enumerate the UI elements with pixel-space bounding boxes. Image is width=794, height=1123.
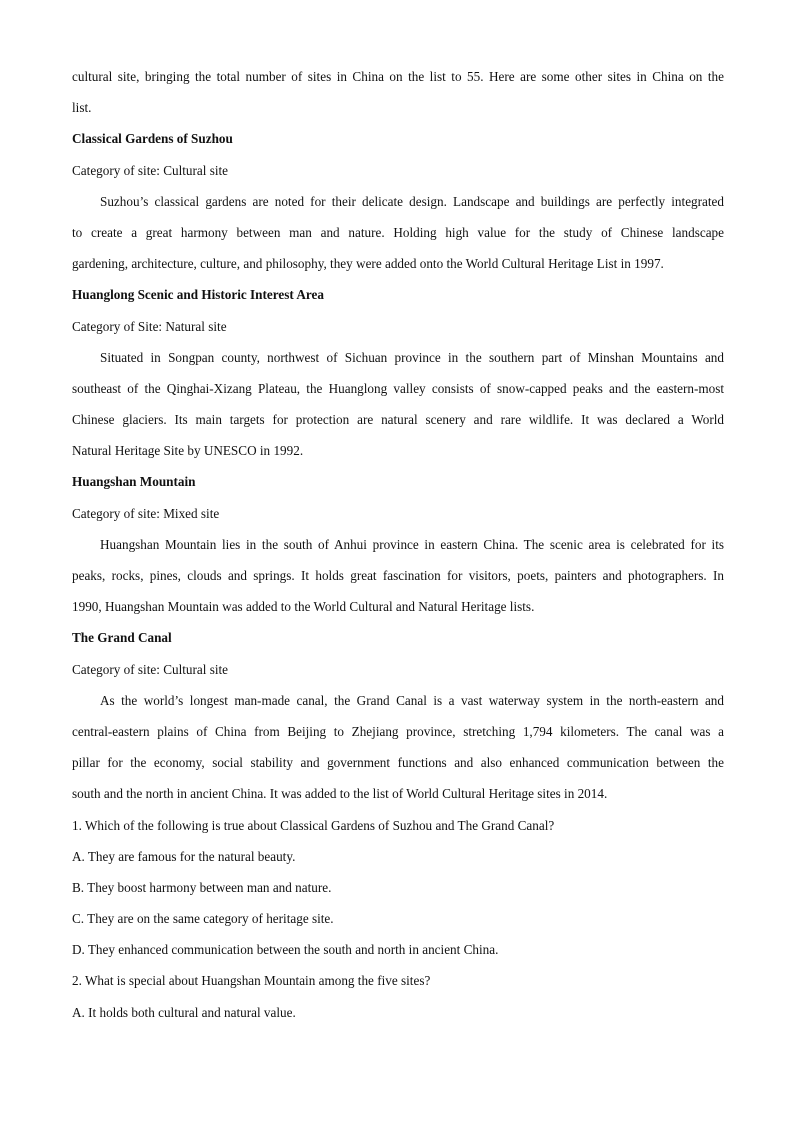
site-paragraph-line: Situated in Songpan county, northwest of Sichuan province in the southern part of Minshan Mountains and	[100, 349, 724, 365]
site-paragraph-line: gardening, architecture, culture, and philosophy, they were added onto the World Cultural Heritage List in 1997.	[72, 256, 664, 272]
site-paragraph-line: to create a great harmony between man and nature. Holding high value for the study of Chinese landscape	[72, 224, 724, 240]
site-category: Category of site: Mixed site	[72, 505, 220, 521]
site-heading: Huanglong Scenic and Historic Interest Area	[72, 287, 324, 303]
site-paragraph-line: southeast of the Qinghai-Xizang Plateau, the Huanglong valley consists of snow-capped peaks and the eastern-most	[72, 380, 724, 396]
site-paragraph-line: peaks, rocks, pines, clouds and springs. It holds great fascination for visitors, poets, painters and photographers. In	[72, 568, 724, 583]
site-heading: Huangshan Mountain	[72, 474, 196, 490]
question-text: 1. Which of the following is true about Classical Gardens of Suzhou and The Grand Canal?	[72, 817, 555, 833]
site-category: Category of Site: Natural site	[72, 318, 227, 334]
site-paragraph-line: Chinese glaciers. Its main targets for protection are natural scenery and rare wildlife. It was declared a World	[72, 412, 724, 428]
site-paragraph-line: As the world’s longest man-made canal, the Grand Canal is a vast waterway system in the north-eastern and	[100, 692, 724, 708]
site-heading: Classical Gardens of Suzhou	[72, 131, 233, 147]
site-paragraph-line: central-eastern plains of China from Beijing to Zhejiang province, stretching 1,794 kilometers. The canal was a	[72, 723, 724, 739]
answer-option: A. They are famous for the natural beauty.	[72, 848, 296, 864]
document-page	[72, 61, 724, 1028]
answer-option: A. It holds both cultural and natural value.	[72, 1004, 296, 1020]
site-paragraph-line: Suzhou’s classical gardens are noted for their delicate design. Landscape and buildings are perfectly integrated	[100, 193, 724, 209]
answer-option: B. They boost harmony between man and nature.	[72, 879, 332, 895]
site-category: Category of site: Cultural site	[72, 661, 229, 677]
site-category: Category of site: Cultural site	[72, 162, 229, 178]
answer-option: D. They enhanced communication between the south and north in ancient China.	[72, 942, 499, 958]
site-paragraph-line: south and the north in ancient China. It was added to the list of World Cultural Heritage sites in 2014.	[72, 786, 608, 802]
site-heading: The Grand Canal	[72, 630, 172, 646]
site-paragraph-line: 1990, Huangshan Mountain was added to the World Cultural and Natural Heritage lists.	[72, 599, 535, 615]
intro-line: list.	[72, 100, 92, 116]
intro-line: cultural site, bringing the total number of sites in China on the list to 55. Here are some other sites in China on the	[72, 69, 724, 84]
site-paragraph-line: Natural Heritage Site by UNESCO in 1992.	[72, 443, 304, 459]
site-paragraph-line: Huangshan Mountain lies in the south of Anhui province in eastern China. The scenic area is celebrated for its	[100, 536, 724, 552]
site-paragraph-line: pillar for the economy, social stability and government functions and also enhanced communication between the	[72, 755, 724, 771]
answer-option: C. They are on the same category of heritage site.	[72, 911, 334, 927]
question-text: 2. What is special about Huangshan Mountain among the five sites?	[72, 973, 431, 989]
